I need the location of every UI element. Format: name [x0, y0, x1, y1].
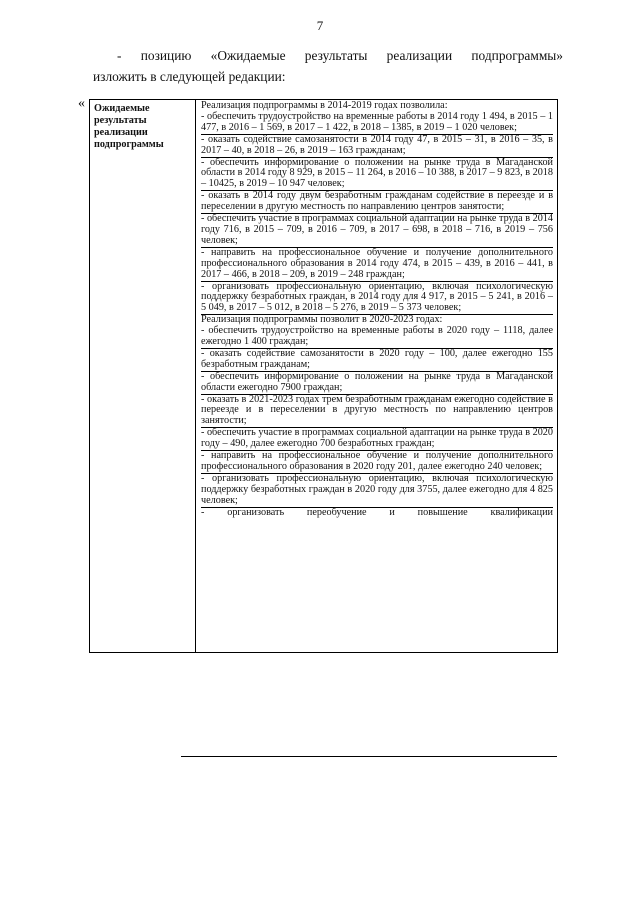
- table-content-cell: [196, 100, 557, 652]
- result-item: - обеспечить трудоустройство на временные работы в 2014 году 1 494, в 2015 – 1 477, в 2016 – 1 569, в 2017 – 1 422, в 2018 – 1385, в 2019 – 1 020 человек;: [201, 110, 553, 133]
- footer-rule: [181, 756, 557, 757]
- label-line: результаты: [94, 115, 147, 126]
- result-item: - организовать профессиональную ориентацию, включая психологическую поддержку безработных граждан, в 2014 году для 4 917, в 2015 – 5 241, в 2016 – 5 049, в 2017 – 5 012, в 2018 – 5 276, в 2019 – 5 373 человек;: [201, 280, 553, 314]
- label-line: подпрограммы: [94, 139, 164, 150]
- result-item: - оказать в 2014 году двум безработным гражданам содействие в переезде и в переселении в другую местность по направлению центров занятости;: [201, 190, 553, 213]
- result-item: - обеспечить участие в программах социальной адаптации на рынке труда в 2020 году – 490, далее ежегодно 700 безработных граждан;: [201, 427, 553, 450]
- intro-line-1: - позицию «Ожидаемые результаты реализации подпрограммы»: [117, 48, 563, 63]
- result-item: - обеспечить участие в программах социальной адаптации на рынке труда в 2014 году 716, в 2015 – 709, в 2016 – 709, в 2017 – 698, в 2018 – 716, в 2019 – 756 человек;: [201, 213, 553, 246]
- table-label-cell: [90, 100, 196, 652]
- amendment-table: [89, 99, 558, 653]
- result-item: - организовать профессиональную ориентацию, включая психологическую поддержку безработных граждан в 2020 году для 3755, далее ежегодно для 4 825 человек;: [201, 472, 553, 506]
- section-heading-2014-2019: Реализация подпрограммы в 2014-2019 годах позволила:: [201, 100, 448, 111]
- section-heading-2020-2023: Реализация подпрограммы позволит в 2020-2023 годах:: [201, 314, 443, 326]
- intro-line-2: изложить в следующей редакции:: [93, 69, 286, 84]
- result-item: - оказать содействие самозанятости в 2020 году – 100, далее ежегодно 155 безработным гражданам;: [201, 347, 553, 370]
- result-item: - обеспечить трудоустройство на временные работы в 2020 году – 1118, далее ежегодно 1 400 граждан;: [201, 325, 553, 348]
- result-item: - направить на профессиональное обучение и получение дополнительного профессионального образования в 2014 году 474, в 2015 – 439, в 2016 – 441, в 2017 – 466, в 2018 – 209, в 2019 – 248 граждан;: [201, 246, 553, 280]
- result-item: - оказать в 2021-2023 годах трем безработным гражданам ежегодно содействие в переезде и в переселении в другую местность по направлению центров занятости;: [201, 393, 553, 427]
- result-item: - организовать переобучение и повышение квалификации: [201, 506, 553, 518]
- label-line: реализации: [94, 127, 148, 138]
- result-item: - направить на профессиональное обучение и получение дополнительного профессионального образования в 2020 году 201, далее ежегодно 240 человек;: [201, 450, 553, 472]
- page-number: 7: [316, 18, 324, 33]
- result-item: - оказать содействие самозанятости в 2014 году 47, в 2015 – 31, в 2016 – 35, в 2017 – 40, в 2018 – 26, в 2019 – 163 гражданам;: [201, 133, 553, 156]
- intro-paragraph: [93, 45, 563, 87]
- opening-quote-mark: «: [78, 96, 85, 111]
- result-item: - обеспечить информирование о положении на рынке труда в Магаданской области ежегодно 7900 граждан;: [201, 370, 553, 393]
- label-line: Ожидаемые: [94, 103, 150, 114]
- result-item: - обеспечить информирование о положении на рынке труда в Магаданской области в 2014 году 8 929, в 2015 – 11 264, в 2016 – 10 388, в 2017 – 9 823, в 2018 – 10425, в 2019 – 10 947 человек;: [201, 156, 553, 190]
